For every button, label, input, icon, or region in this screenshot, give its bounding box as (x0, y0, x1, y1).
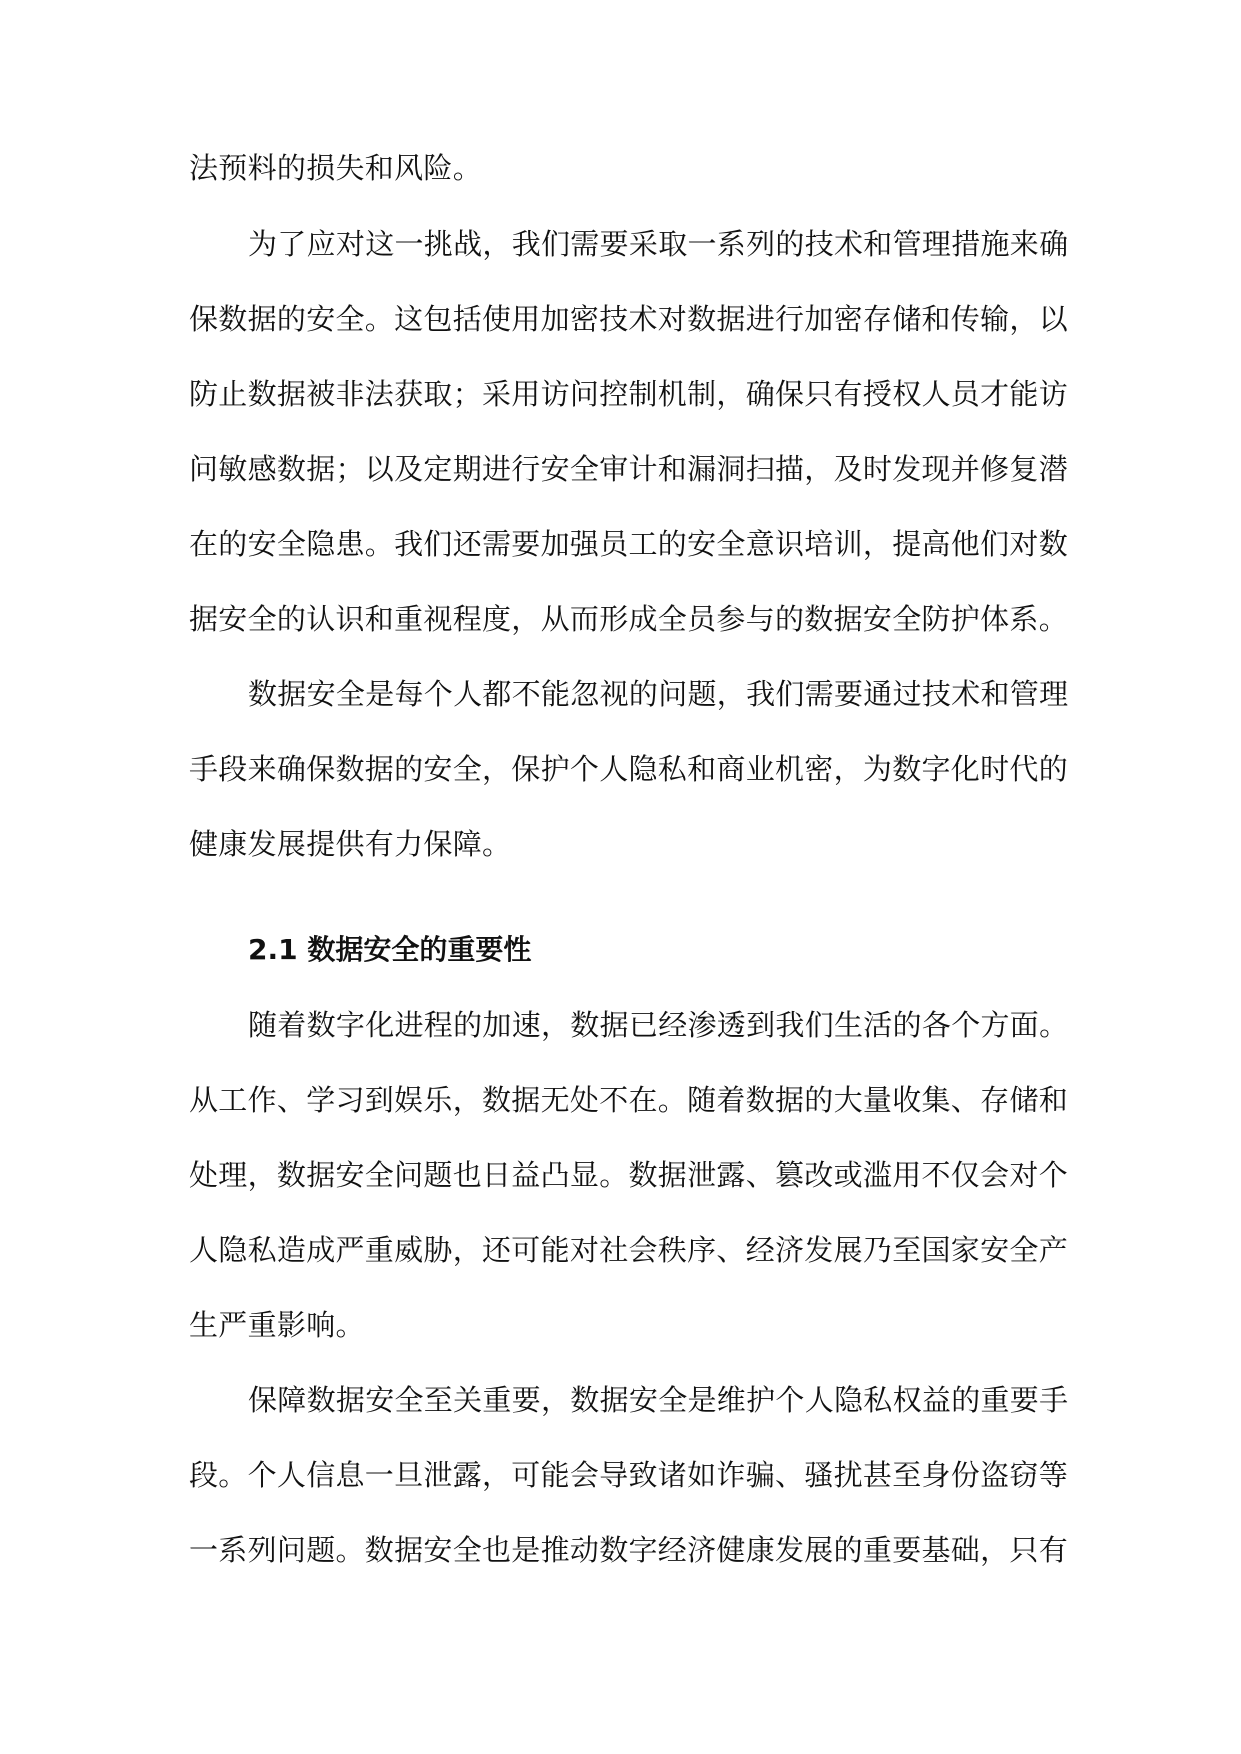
paragraph-line: 保障数据安全至关重要，数据安全是维护个人隐私权益的重要手 (248, 1383, 1069, 1417)
paragraph-line: 法预料的损失和风险。 (189, 151, 483, 185)
paragraph-line: 防止数据被非法获取；采用访问控制机制，确保只有授权人员才能访 (189, 377, 1069, 411)
paragraph-line: 手段来确保数据的安全，保护个人隐私和商业机密，为数字化时代的 (189, 752, 1069, 786)
paragraph-line: 生严重影响。 (189, 1308, 365, 1342)
paragraph-line: 一系列问题。数据安全也是推动数字经济健康发展的重要基础，只有 (189, 1533, 1069, 1567)
paragraph-line: 处理，数据安全问题也日益凸显。数据泄露、篡改或滥用不仅会对个 (189, 1158, 1069, 1192)
paragraph-line: 随着数字化进程的加速，数据已经渗透到我们生活的各个方面。 (248, 1008, 1069, 1042)
section-heading: 2.1 数据安全的重要性 (248, 933, 532, 966)
paragraph-line: 段。个人信息一旦泄露，可能会导致诸如诈骗、骚扰甚至身份盗窃等 (189, 1458, 1069, 1492)
paragraph-line: 问敏感数据；以及定期进行安全审计和漏洞扫描，及时发现并修复潜 (189, 452, 1069, 486)
paragraph-line: 在的安全隐患。我们还需要加强员工的安全意识培训，提高他们对数 (189, 527, 1069, 561)
paragraph-line: 人隐私造成严重威胁，还可能对社会秩序、经济发展乃至国家安全产 (189, 1233, 1069, 1267)
paragraph-line: 保数据的安全。这包括使用加密技术对数据进行加密存储和传输，以 (189, 302, 1069, 336)
paragraph-line: 从工作、学习到娱乐，数据无处不在。随着数据的大量收集、存储和 (189, 1083, 1069, 1117)
paragraph-line: 数据安全是每个人都不能忽视的问题，我们需要通过技术和管理 (248, 677, 1069, 711)
paragraph-line: 为了应对这一挑战，我们需要采取一系列的技术和管理措施来确 (248, 227, 1069, 261)
paragraph-line: 据安全的认识和重视程度，从而形成全员参与的数据安全防护体系。 (189, 602, 1069, 636)
paragraph-line: 健康发展提供有力保障。 (189, 827, 512, 861)
